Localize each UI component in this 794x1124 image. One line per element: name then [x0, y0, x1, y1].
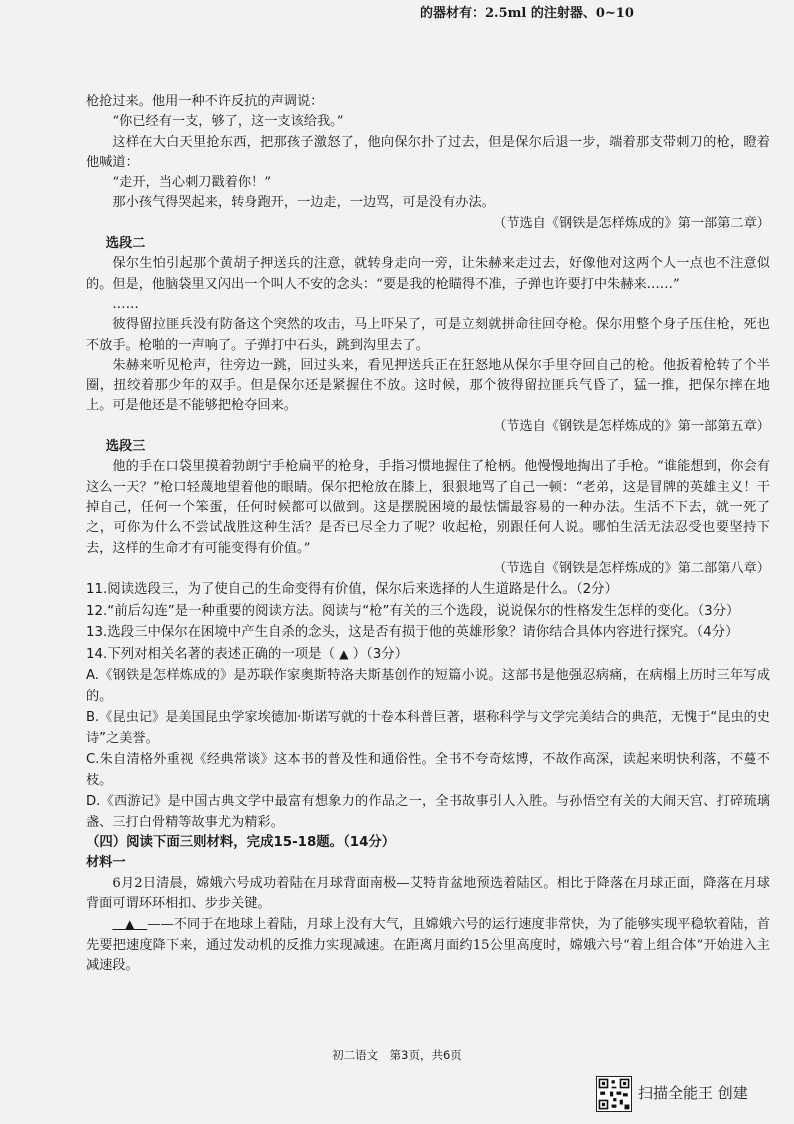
blank-triangle-mark: ▲: [125, 917, 135, 932]
passage2-para-4: 朱赫来听见枪声，往旁边一跳，回过头来，看见押送兵正在狂怒地从保尔手里夺回自己的枪。他扳着枪转了个半圈，扭绞着那少年的双手。但是保尔还是紧握住不放。这时候，那个彼得留拉匪兵气昏了，猛一推，把保尔摔在地上。可是他还是不能够把枪夺回来。: [86, 357, 770, 414]
passage3-para: 他的手在口袋里摸着勃朗宁手枪扁平的枪身，手指习惯地握住了枪柄。他慢慢地掏出了手枪。“谁能想到，你会有这么一天？”枪口轻蔑地望着他的眼睛。保尔把枪放在膝上，狠狠地骂了自己一顿：“老弟，这是冒牌的英雄主义！干掉自己，任何一个笨蛋，任何时候都可以做到。这是摆脱困境的最怯懦最容易的一种办法。生活不下去，就一死了之，可你为什么不尝试战胜这种生活？是否已尽全力了呢？收起枪，别跟任何人说。哪怕生活无法忍受也要坚持下去，这样的生命才有可能变得有价值。”: [86, 459, 770, 556]
top-cropped-text: 的器材有：2.5ml 的注射器、0~10: [420, 6, 634, 21]
scanner-brand-label: 扫描全能王 创建: [638, 1084, 748, 1102]
material-1-para-2: [86, 914, 770, 976]
material-1-para-2-after: ——不同于在地球上着陆，月球上没有大气，且嫦娥六号的运行速度非常快，为了能够实现平稳软着陆，首先要把速度降下来，通过发动机的反推力实现减速。在距离月面约15公里高度时，嫦娥六号“着上组合体”开始进入主减速段。: [86, 917, 771, 973]
question-14-option-a: A.《钢铁是怎样炼成的》是苏联作家奥斯特洛夫斯基创作的短篇小说。这部书是他强忍病痛，在病榻上历时三年写成的。: [86, 668, 770, 705]
passage1-line-2: “你已经有一支，够了，这一支该给我。”: [112, 114, 344, 130]
question-14-stem: [86, 644, 770, 666]
material-1-label: 材料一: [86, 855, 126, 871]
material-1-blank: [112, 917, 147, 932]
passage3-source: （节选自《钢铁是怎样炼成的》第二部第八章）: [493, 560, 770, 576]
passage1-line-3: 这样在大白天里抢东西，把那孩子激怒了，他向保尔扑了过去，但是保尔后退一步，端着那支带刺刀的枪，瞪着他喊道：: [86, 134, 770, 170]
passage2-heading: 选段二: [105, 236, 146, 252]
passage1-source: （节选自《钢铁是怎样炼成的》第一部第二章）: [493, 215, 770, 231]
passage1-line-1: 枪抢过来。他用一种不许反抗的声调说：: [86, 94, 324, 109]
question-13: 13.选段三中保尔在困境中产生自杀的念头，这是否有损于他的英雄形象？请你结合具体内容进行探究。（4分）: [86, 625, 739, 641]
material-1-para-1: 6月2日清晨，嫦娥六号成功着陆在月球背面南极—艾特肯盆地预选着陆区。相比于降落在月球正面，降落在月球背面可谓环环相扣、步步关键。: [86, 875, 770, 912]
passage2-source: （节选自《钢铁是怎样炼成的》第一部第五章）: [493, 418, 770, 434]
question-14-option-c: C.朱自清格外重视《经典常谈》这本书的普及性和通俗性。全书不夸奇炫博，不故作高深，读起来明快利落，不蔓不枝。: [86, 752, 770, 789]
passage2-ellipsis: ……: [112, 296, 139, 312]
passage3-heading: 选段三: [105, 439, 146, 455]
question-14-option-b: B.《昆虫记》是美国昆虫学家埃德加·斯诺写就的十卷本科普巨著，堪称科学与文学完美结合的典范，无愧于“昆虫的史诗”之美誉。: [86, 710, 770, 747]
passage2-para-1: 保尔生怕引起那个黄胡子押送兵的注意，就转身走向一旁，让朱赫来走过去，好像他对这两个人一点也不注意似的。但是，他脑袋里又闪出一个叫人不安的念头：“要是我的枪瞄得不准，子弹也许要打中朱赫来……”: [86, 256, 770, 292]
passage2-para-3: 彼得留拉匪兵没有防备这个突然的攻击，马上吓呆了，可是立刻就拼命往回夺枪。保尔用整个身子压住枪，死也不放手。枪啪的一声响了。子弹打中石头，跳到沟里去了。: [86, 317, 770, 353]
question-12: 12.“前后勾连”是一种重要的阅读方法。阅读与“枪”有关的三个选段，说说保尔的性格发生怎样的变化。（3分）: [86, 603, 740, 619]
question-14-stem-after: ）（3分）: [352, 646, 409, 662]
answer-blank-triangle: ▲: [339, 646, 349, 661]
page-content: [86, 92, 770, 976]
passage1-line-5: 那小孩气得哭起来，转身跑开，一边走，一边骂，可是没有办法。: [112, 195, 495, 211]
page-footer: 初二语文 第3页，共6页: [332, 1048, 462, 1062]
question-11: 11.阅读选段三，为了使自己的生命变得有价值，保尔后来选择的人生道路是什么。（2分）: [86, 582, 618, 598]
passage1-line-4: “走开，当心刺刀戳着你！”: [112, 175, 271, 191]
qr-code-icon: [596, 1076, 632, 1112]
section-4-title: （四）阅读下面三则材料，完成15-18题。（14分）: [86, 835, 396, 851]
qr-code-graphic: [597, 1077, 631, 1111]
question-14-option-d: D.《西游记》是中国古典文学中最富有想象力的作品之一，全书故事引人入胜。与孙悟空有关的大闹天宫、打碎琉璃盏、三打白骨精等故事尤为精彩。: [86, 794, 770, 831]
question-14-stem-before: 14.下列对相关名著的表述正确的一项是（: [86, 646, 335, 662]
